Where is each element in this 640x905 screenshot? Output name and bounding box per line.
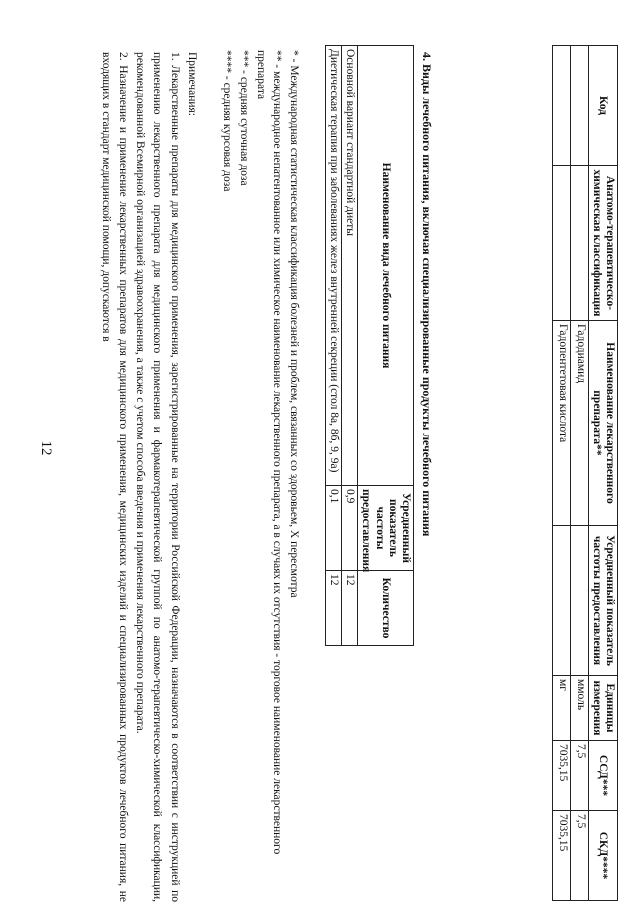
- cell-code: [570, 46, 588, 166]
- cell-frequency: [552, 526, 570, 676]
- footnote: **** - средняя курсовая доза: [221, 50, 234, 192]
- cell-diet-frequency: 0,1: [325, 486, 341, 571]
- col-diet-name: Наименование вида лечебного питания: [358, 46, 414, 486]
- col-diet-frequency: Усредненный показатель частоты предоставления: [358, 486, 414, 571]
- cell-drug-name: Гадодиамид: [570, 321, 588, 526]
- col-frequency: Усредненный показатель частоты предоставления: [588, 526, 617, 676]
- cell-code: [552, 46, 570, 166]
- remark-paragraph: 1. Лекарственные препараты для медицинского применения, зарегистрированные на территории Российской Федерации, назначаются в соответствии с инструкцией по применению лекарственного препарата для медицинского применения и фармакотерапевтической группой по анатомо-терапевтическо-химической классификации, рекомендованной Всемирной организацией здравоохранения, а также с учетом способа введения и применения лекарственного препарата.: [134, 52, 181, 902]
- col-quantity: Количество: [358, 571, 414, 646]
- cell-atc: [570, 166, 588, 321]
- cell-diet-name: Диетическая терапия при заболеваниях желез внутренней секреции (стол 8а, 8б, 9, 9а): [325, 46, 341, 486]
- table-row: [552, 46, 570, 901]
- cell-unit: мг: [552, 676, 570, 741]
- cell-skd: 7035,15: [552, 811, 570, 901]
- page-number: 12: [38, 440, 54, 456]
- col-code: Код: [588, 46, 617, 166]
- cell-frequency: [570, 526, 588, 676]
- footnote: ** - международное непатентованное или химическое наименование лекарственного препарата, а в случаях их отсутствия - торговое наименование лекарственного препарата: [254, 50, 284, 855]
- cell-quantity: 12: [341, 571, 357, 646]
- cell-diet-name: Основной вариант стандартной диеты: [341, 46, 357, 486]
- col-unit: Единицы измерения: [588, 676, 617, 741]
- footnote: * - Международная статистическая классификация болезней и проблем, связанных со здоровьем, X пересмотра: [288, 50, 300, 598]
- col-skd: СКД****: [588, 811, 617, 901]
- col-atc: Анатомо-терапевтическо-химическая классификация: [588, 166, 617, 321]
- col-ssd: ССД***: [588, 741, 617, 811]
- footnote: *** - средняя суточная доза: [237, 50, 250, 186]
- cell-quantity: 12: [325, 571, 341, 646]
- drug-table: [552, 45, 618, 901]
- remarks-title: Примечания:: [186, 52, 198, 116]
- cell-atc: [552, 166, 570, 321]
- cell-ssd: 7035,15: [552, 741, 570, 811]
- cell-unit: ммоль: [570, 676, 588, 741]
- table-row: [341, 46, 357, 646]
- cell-skd: 7,5: [570, 811, 588, 901]
- cell-ssd: 7,5: [570, 741, 588, 811]
- diet-table: [325, 45, 414, 646]
- footnotes: [219, 50, 302, 900]
- drug-table-header: [588, 46, 617, 901]
- remark-paragraph: 2. Назначение и применение лекарственных препаратов для медицинского применения, медицинских изделий и специализированных продуктов лечебного питания, не входящих в стандарт медицинской помощи, допускаются в: [99, 52, 129, 902]
- table-row: [570, 46, 588, 901]
- table-row: [325, 46, 341, 646]
- cell-diet-frequency: 0,9: [341, 486, 357, 571]
- section-title: 4. Виды лечебного питания, включая специализированные продукты лечебного питания: [420, 52, 434, 537]
- remarks: [97, 52, 201, 902]
- col-drug-name: Наименование лекарственного препарата**: [588, 321, 617, 526]
- cell-drug-name: Гадопентетовая кислота: [552, 321, 570, 526]
- diet-table-header: [358, 46, 414, 646]
